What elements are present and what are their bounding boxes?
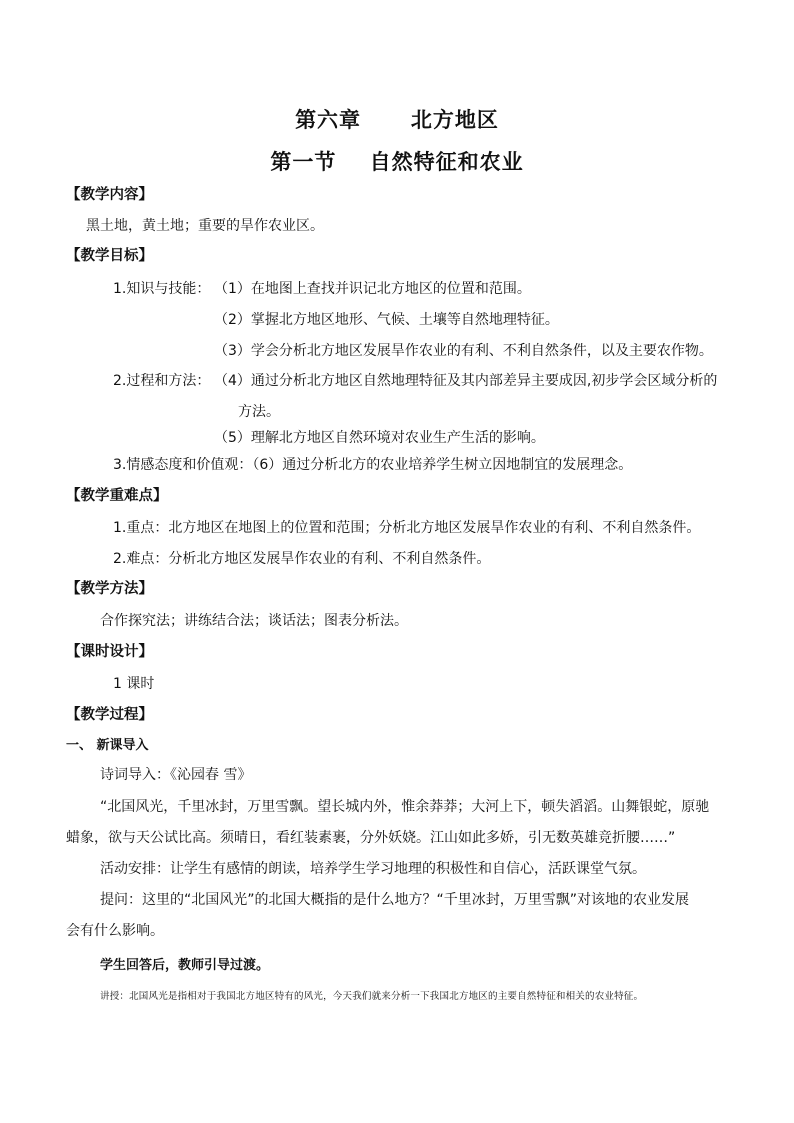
process-part-1: 一、 新课导入 (66, 738, 149, 753)
methods-heading: 【教学方法】 (66, 581, 153, 597)
process-heading: 【教学过程】 (66, 707, 153, 723)
objective-p4a: （4）通过分析北方地区自然地理特征及其内部差异主要成因,初步学会区域分析的 (214, 373, 718, 389)
objective-emotion: 3.情感态度和价值观：（6）通过分析北方的农业培养学生树立因地制宜的发展理念。 (113, 457, 633, 473)
teacher-guide: 学生回答后，教师引导过渡。 (100, 958, 270, 973)
schedule-text: 1 课时 (113, 676, 155, 692)
key-point-2: 2.难点：分析北方地区发展旱作农业的有利、不利自然条件。 (113, 551, 491, 567)
question-line-2: 会有什么影响。 (66, 923, 164, 939)
objective-p5: （5）理解北方地区自然环境对农业生产生活的影响。 (214, 430, 545, 446)
objective-k1: （1）在地图上查找并识记北方地区的位置和范围。 (214, 281, 531, 297)
activity-text: 活动安排：让学生有感情的朗读，培养学生学习地理的积极性和自信心，活跃课堂气氛。 (100, 861, 646, 877)
objective-p4b: 方法。 (238, 404, 280, 420)
schedule-heading: 【课时设计】 (66, 644, 153, 660)
chapter-title: 第六章 北方地区 (295, 108, 499, 132)
question-line-1: 提问：这里的“北国风光”的北国大概指的是什么地方？“千里冰封，万里雪飘”对该地的农业发展 (100, 892, 690, 908)
poem-intro: 诗词导入：《沁园春 雪》 (100, 767, 252, 783)
objective-k2: （2）掌握北方地区地形、气候、土壤等自然地理特征。 (214, 312, 559, 328)
poem-line-2: 蜡象，欲与天公试比高。须晴日，看红装素裹，分外妖娆。江山如此多娇，引无数英雄竞折腰……” (66, 830, 676, 846)
key-points-heading: 【教学重难点】 (66, 488, 168, 504)
content-text: 黑土地，黄土地；重要的旱作农业区。 (86, 218, 324, 234)
section-title: 第一节 自然特征和农业 (270, 150, 524, 174)
poem-line-1: “北国风光，千里冰封，万里雪飘。望长城内外，惟余莽莽；大河上下，顿失滔滔。山舞银蛇，原驰 (100, 799, 710, 815)
methods-text: 合作探究法；讲练结合法；谈话法；图表分析法。 (100, 613, 408, 629)
process-label: 2.过程和方法： (113, 373, 211, 389)
objective-k3: （3）学会分析北方地区发展旱作农业的有利、不利自然条件，以及主要农作物。 (214, 343, 713, 359)
explanation-text: 讲授：北国风光是指相对于我国北方地区特有的风光，今天我们就来分析一下我国北方地区的主要自然特征和相关的农业特征。 (100, 991, 644, 1002)
knowledge-label: 1.知识与技能： (113, 281, 211, 297)
content-heading: 【教学内容】 (66, 187, 153, 203)
key-point-1: 1.重点：北方地区在地图上的位置和范围；分析北方地区发展旱作农业的有利、不利自然条件。 (113, 520, 701, 536)
objectives-heading: 【教学目标】 (66, 248, 153, 264)
